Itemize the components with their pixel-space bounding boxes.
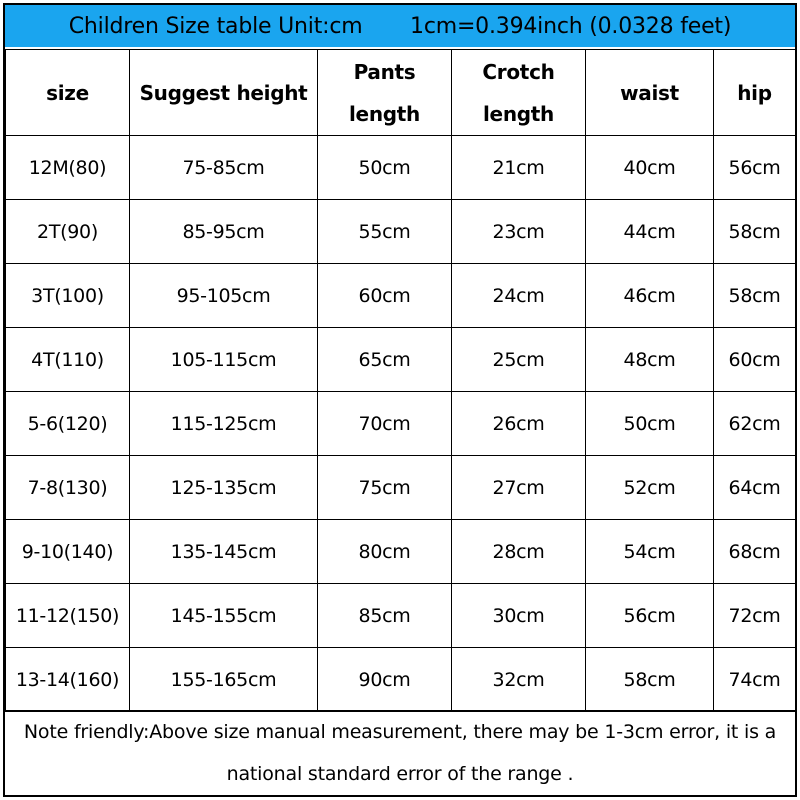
cell-size: 11-12(150) (6, 584, 130, 648)
cell-pants: 85cm (318, 584, 452, 648)
cell-crotch: 30cm (452, 584, 586, 648)
cell-hip: 64cm (714, 456, 796, 520)
table-row (6, 264, 796, 328)
cell-size: 12M(80) (6, 136, 130, 200)
cell-hip: 56cm (714, 136, 796, 200)
cell-crotch: 26cm (452, 392, 586, 456)
cell-waist: 58cm (586, 648, 714, 712)
cell-waist: 54cm (586, 520, 714, 584)
cell-waist: 44cm (586, 200, 714, 264)
table-row (6, 456, 796, 520)
size-table (5, 49, 796, 712)
cell-size: 5-6(120) (6, 392, 130, 456)
header-size: size (6, 50, 130, 136)
cell-waist: 52cm (586, 456, 714, 520)
cell-crotch: 24cm (452, 264, 586, 328)
cell-hip: 58cm (714, 264, 796, 328)
cell-hip: 72cm (714, 584, 796, 648)
cell-waist: 48cm (586, 328, 714, 392)
cell-pants: 80cm (318, 520, 452, 584)
cell-hip: 62cm (714, 392, 796, 456)
cell-size: 3T(100) (6, 264, 130, 328)
cell-crotch: 32cm (452, 648, 586, 712)
cell-crotch: 27cm (452, 456, 586, 520)
header-crotch-length: Crotch length (452, 50, 586, 136)
table-row (6, 392, 796, 456)
cell-crotch: 25cm (452, 328, 586, 392)
table-row (6, 520, 796, 584)
cell-hip: 74cm (714, 648, 796, 712)
cell-hip: 68cm (714, 520, 796, 584)
header-pants-length: Pants length (318, 50, 452, 136)
cell-waist: 56cm (586, 584, 714, 648)
table-row (6, 584, 796, 648)
header-waist: waist (586, 50, 714, 136)
header-suggest-height: Suggest height (130, 50, 318, 136)
cell-pants: 55cm (318, 200, 452, 264)
cell-hip: 60cm (714, 328, 796, 392)
cell-pants: 90cm (318, 648, 452, 712)
cell-height: 125-135cm (130, 456, 318, 520)
cell-pants: 65cm (318, 328, 452, 392)
cell-hip: 58cm (714, 200, 796, 264)
table-row (6, 200, 796, 264)
table-title: Children Size table Unit:cm 1cm=0.394inch (0.0328 feet) (5, 5, 795, 47)
header-hip: hip (714, 50, 796, 136)
cell-pants: 70cm (318, 392, 452, 456)
cell-size: 7-8(130) (6, 456, 130, 520)
note-text: Note friendly:Above size manual measurement, there may be 1-3cm error, it is a national standard error of the range . (5, 710, 795, 794)
cell-waist: 40cm (586, 136, 714, 200)
cell-size: 2T(90) (6, 200, 130, 264)
cell-height: 85-95cm (130, 200, 318, 264)
cell-height: 115-125cm (130, 392, 318, 456)
cell-pants: 60cm (318, 264, 452, 328)
cell-height: 75-85cm (130, 136, 318, 200)
cell-crotch: 21cm (452, 136, 586, 200)
cell-pants: 50cm (318, 136, 452, 200)
table-row (6, 136, 796, 200)
header-row (6, 50, 796, 136)
table-row (6, 328, 796, 392)
cell-waist: 50cm (586, 392, 714, 456)
cell-size: 9-10(140) (6, 520, 130, 584)
cell-height: 155-165cm (130, 648, 318, 712)
cell-waist: 46cm (586, 264, 714, 328)
cell-height: 135-145cm (130, 520, 318, 584)
cell-size: 13-14(160) (6, 648, 130, 712)
cell-pants: 75cm (318, 456, 452, 520)
cell-height: 95-105cm (130, 264, 318, 328)
table-row (6, 648, 796, 712)
cell-height: 105-115cm (130, 328, 318, 392)
cell-height: 145-155cm (130, 584, 318, 648)
cell-crotch: 28cm (452, 520, 586, 584)
cell-size: 4T(110) (6, 328, 130, 392)
cell-crotch: 23cm (452, 200, 586, 264)
